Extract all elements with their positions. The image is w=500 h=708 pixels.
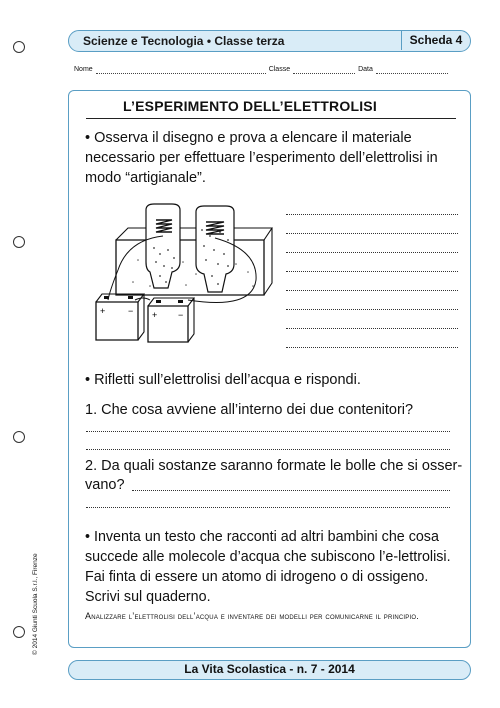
electrolysis-diagram [88,200,274,350]
question-2: 2. Da quali sostanze saranno formate le bolle che si osser- [85,458,463,474]
svg-text:+: + [100,306,106,316]
svg-text:−: − [128,306,134,316]
answer-line[interactable] [132,490,450,491]
answer-line[interactable] [286,309,458,310]
svg-text:+: + [152,310,158,320]
binder-hole [13,626,25,638]
answer-line[interactable] [286,271,458,272]
task-3: • Inventa un testo che racconti ad altri bambini che cosa succede alle molecole d’acqua che subiscono l’e-lettrolisi. Fai finta di essere un atomo di idrogeno o di ossigeno. Scrivi sul quaderno. [85,529,451,605]
date-label: Data [358,66,373,73]
worksheet-title: L’ESPERIMENTO DELL’ELETTROLISI [123,98,377,114]
answer-line[interactable] [86,507,450,508]
date-field[interactable] [376,66,448,74]
learning-objective: Analizzare l’elettrolisi dell’acqua e inventare dei modelli per comunicarne il principio. [85,611,419,621]
name-row [74,66,474,74]
answer-line[interactable] [86,431,450,432]
answer-line[interactable] [286,328,458,329]
binder-hole [13,236,25,248]
question-1: 1. Che cosa avviene all’interno dei due contenitori? [85,402,414,418]
answer-line[interactable] [286,347,458,348]
copyright-credit: © 2014 Giunti Scuola S.r.l., Firenze [32,553,39,655]
answer-line[interactable] [286,252,458,253]
name-label: Nome [74,66,93,73]
answer-line[interactable] [286,233,458,234]
question-2-cont: vano? [85,477,125,493]
class-label: Classe [268,66,291,73]
answer-line[interactable] [86,449,450,450]
class-field[interactable] [293,66,355,74]
task-1: • Osserva il disegno e prova a elencare il materiale necessario per effettuare l’esperimento dell’elettrolisi in modo “artigianale”. [85,130,438,186]
title-underline [86,118,456,119]
sheet-number: Scheda 4 [401,31,470,50]
footer-bar: La Vita Scolastica - n. 7 - 2014 [68,660,471,680]
task-2: • Rifletti sull’elettrolisi dell’acqua e rispondi. [85,372,361,388]
answer-line[interactable] [286,214,458,215]
name-field[interactable] [96,66,266,74]
binder-hole [13,41,25,53]
header-bar [68,30,471,52]
svg-text:−: − [178,310,184,320]
binder-hole [13,431,25,443]
answer-line[interactable] [286,290,458,291]
subject-title: Scienze e Tecnologia • Classe terza [83,34,285,48]
